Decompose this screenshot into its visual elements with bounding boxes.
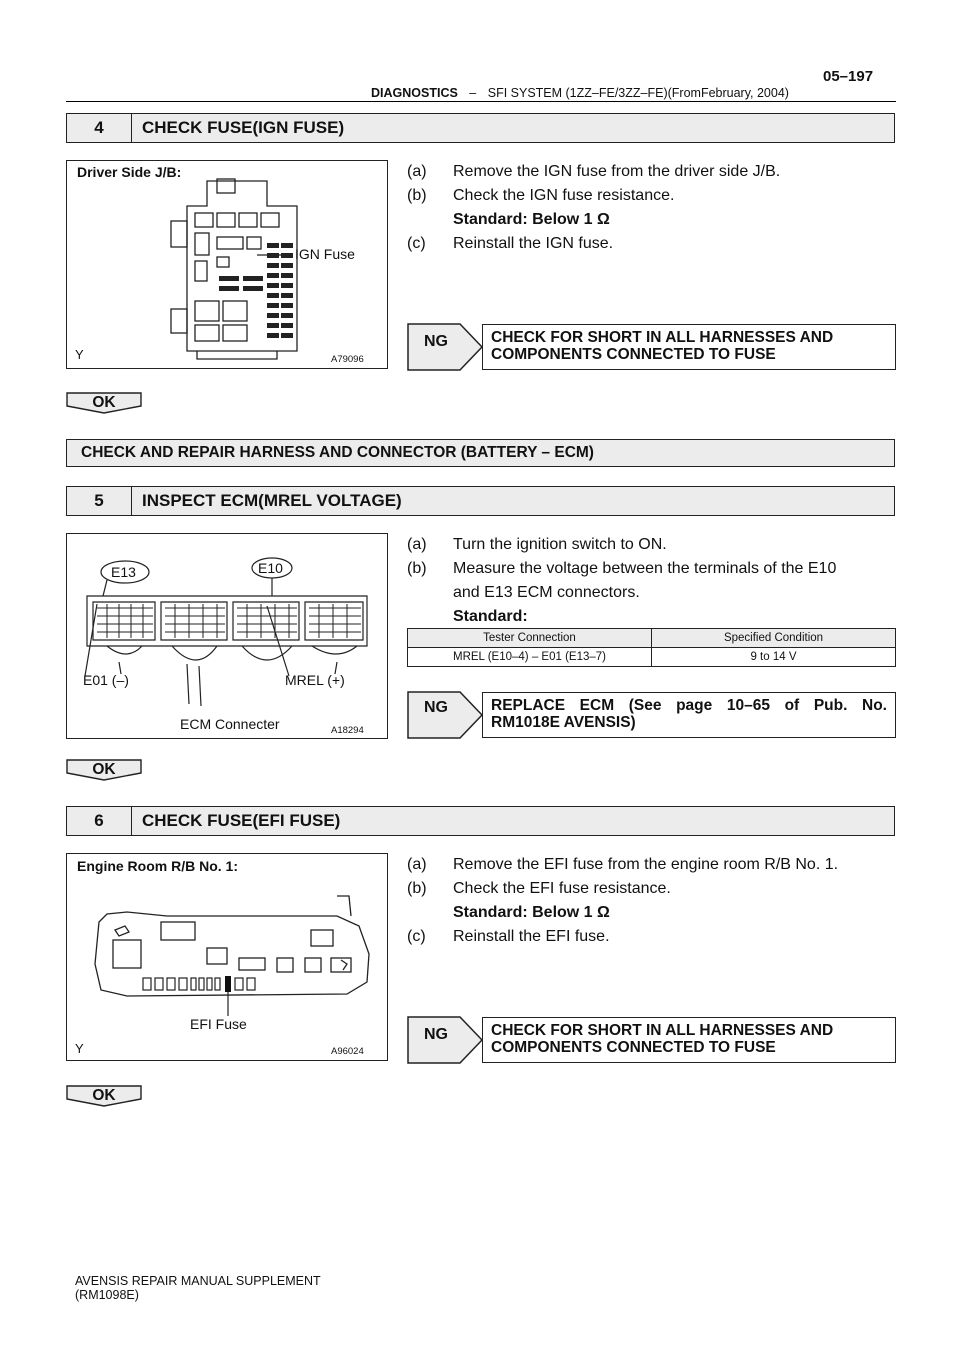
e13-label: E13 <box>111 564 136 580</box>
step-number: 4 <box>67 114 132 142</box>
header-rule <box>66 101 896 102</box>
engine-room-rb-figure <box>66 853 388 1061</box>
table-header: Specified Condition <box>652 629 896 648</box>
step-number: 6 <box>67 807 132 835</box>
table-row <box>408 648 896 667</box>
figure-caption: ECM Connecter <box>180 716 280 732</box>
ecm-connector-figure <box>66 533 388 739</box>
mrel-label: MREL (+) <box>285 672 345 688</box>
step-4-ok-branch <box>66 392 142 414</box>
table-cell: 9 to 14 V <box>652 648 896 667</box>
ok-label: OK <box>92 394 116 411</box>
step-6-header <box>66 806 895 836</box>
standard-value: Standard: Below 1 Ω <box>453 904 610 921</box>
page-number: 05–197 <box>823 68 874 85</box>
step-5-ng-branch <box>406 690 896 740</box>
table-header-row <box>408 629 896 648</box>
step-6-ok-branch <box>66 1085 142 1107</box>
ng-label: NG <box>424 1026 448 1043</box>
standard-label: Standard: <box>453 608 528 625</box>
ng-action-box: REPLACE ECM (See page 10–65 of Pub. No. RM1018E AVENSIS) <box>482 692 896 738</box>
repair-harness-bar: CHECK AND REPAIR HARNESS AND CONNECTOR (BATTERY – ECM) <box>66 439 895 467</box>
section-name: DIAGNOSTICS <box>371 86 458 100</box>
e10-label: E10 <box>258 560 283 576</box>
jb-diagram <box>67 161 389 370</box>
ng-label: NG <box>424 333 448 350</box>
ok-label: OK <box>92 1087 116 1104</box>
ng-action-box: CHECK FOR SHORT IN ALL HARNESSES AND COMPONENTS CONNECTED TO FUSE <box>482 324 896 370</box>
ok-label: OK <box>92 761 116 778</box>
spec-table <box>407 628 896 667</box>
footer-title: AVENSIS REPAIR MANUAL SUPPLEMENT <box>75 1274 321 1288</box>
efi-fuse-callout: EFI Fuse <box>190 1016 247 1032</box>
step-title: CHECK FUSE(EFI FUSE) <box>142 811 341 830</box>
driver-side-jb-figure <box>66 160 388 369</box>
figure-title: Driver Side J/B: <box>77 164 182 180</box>
figure-mark: Y <box>75 347 84 362</box>
figure-mark: Y <box>75 1041 84 1056</box>
table-header: Tester Connection <box>408 629 652 648</box>
manual-footer <box>75 1274 321 1302</box>
footer-code: (RM1098E) <box>75 1288 139 1302</box>
running-header <box>371 86 789 100</box>
step-4-instructions: (a) Remove the IGN fuse from the driver side J/B. (b) Check the IGN fuse resistance. Standard: Below 1 Ω (c) Reinstall the IGN fuse. <box>407 163 781 252</box>
e01-label: E01 (–) <box>83 672 129 688</box>
figure-code: A79096 <box>331 354 364 365</box>
standard-value: Standard: Below 1 Ω <box>453 211 610 228</box>
step-5-ok-branch <box>66 759 142 781</box>
ng-label: NG <box>424 699 448 716</box>
header-dash: – <box>469 86 477 100</box>
step-4-ng-branch <box>406 322 896 372</box>
step-4-header <box>66 113 895 143</box>
step-title: INSPECT ECM(MREL VOLTAGE) <box>142 491 402 510</box>
ign-fuse-callout: IGN Fuse <box>295 246 355 262</box>
subsection-name: SFI SYSTEM (1ZZ–FE/3ZZ–FE)(FromFebruary, 2004) <box>487 86 789 100</box>
step-6-ng-branch <box>406 1015 896 1065</box>
ng-action-box: CHECK FOR SHORT IN ALL HARNESSES AND COMPONENTS CONNECTED TO FUSE <box>482 1017 896 1063</box>
step-number: 5 <box>67 487 132 515</box>
step-6-instructions: (a) Remove the EFI fuse from the engine room R/B No. 1. (b) Check the EFI fuse resistance. Standard: Below 1 Ω (c) Reinstall the EFI fuse. <box>407 856 839 945</box>
step-title: CHECK FUSE(IGN FUSE) <box>142 118 345 137</box>
step-5-header <box>66 486 895 516</box>
figure-code: A18294 <box>331 725 364 736</box>
figure-title: Engine Room R/B No. 1: <box>77 858 238 874</box>
table-cell: MREL (E10–4) – E01 (E13–7) <box>408 648 652 667</box>
step-5-instructions: (a) Turn the ignition switch to ON. (b) Measure the voltage between the terminals of the E10 and E13 ECM connectors. Standard: <box>407 533 897 633</box>
figure-code: A96024 <box>331 1046 364 1057</box>
